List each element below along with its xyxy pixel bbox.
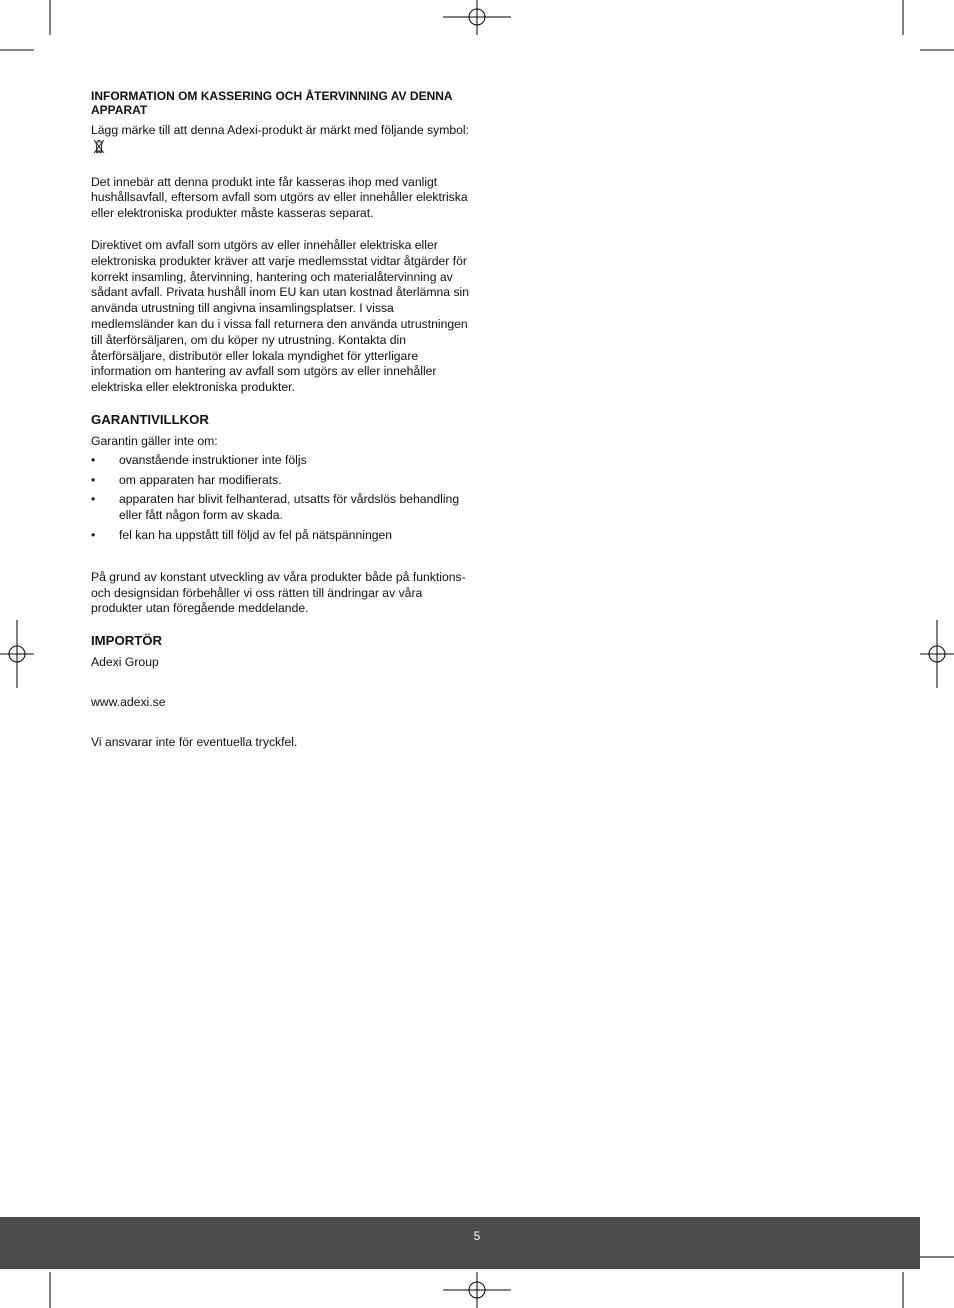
warranty-note: På grund av konstant utveckling av våra produkter både på funktions- och designsidan förbehåller vi oss rätten till ändringar av våra produkter utan föregående meddelande. (91, 569, 466, 616)
list-item (91, 492, 471, 524)
list-item (91, 473, 471, 489)
importer-disclaimer: Vi ansvarar inte för eventuella tryckfel. (91, 734, 298, 749)
disposal-title: INFORMATION OM KASSERING OCH ÅTERVINNING AV DENNA APPARAT (91, 89, 453, 117)
bullet: • (91, 472, 96, 487)
disposal-paragraph-2: Direktivet om avfall som utgörs av eller innehåller elektriska eller elektroniska produkter kräver att varje medlemsstat vidtar åtgärder för korrekt insamling, återvinning, hantering och materialåtervinning av sådant avfall. Privata hushåll inom EU kan utan kostnad återlämna sin använda utrustning till angivna insamlingsplatser. I vissa medlemsländer kan du i vissa fall returnera den använda utrustningen till återförsäljaren, om du köper ny utrustning. Kontakta din återförsäljare, distributör eller lokala myndighet för ytterligare information om hantering av avfall som utgörs av eller innehåller elektriska eller elektroniska produkter. (91, 237, 470, 395)
list-item-text: fel kan ha uppstått till följd av fel på nätspänningen (119, 527, 393, 542)
warranty-intro: Garantin gäller inte om: (91, 433, 218, 448)
registration-mark-right (920, 620, 954, 688)
list-item-text: apparaten har blivit felhanterad, utsatts för vårdslös behandling eller fått någon form av skada. (119, 492, 460, 523)
page-number: 5 (473, 1229, 481, 1243)
list-item (91, 453, 471, 469)
registration-mark-bottom (443, 1272, 511, 1308)
bullet: • (91, 527, 96, 542)
warranty-heading: GARANTIVILLKOR (91, 411, 209, 427)
disposal-intro (91, 123, 471, 159)
footer-bar (0, 1217, 920, 1269)
importer-heading: IMPORTÖR (91, 633, 163, 649)
disposal-intro-text: Lägg märke till att denna Adexi-produkt är märkt med följande symbol: (91, 123, 470, 137)
list-item (91, 528, 471, 544)
importer-company: Adexi Group (91, 655, 159, 670)
crossed-out-wheelie-bin-icon (93, 139, 105, 159)
bullet: • (91, 492, 96, 507)
disposal-paragraph-1: Det innebär att denna produkt inte får kasseras ihop med vanligt hushållsavfall, eftersom avfall som utgörs av eller innehåller elektriska eller elektroniska produkter måste kasseras separat. (91, 174, 468, 221)
list-item-text: ovanstående instruktioner inte följs (119, 452, 307, 467)
list-item-text: om apparaten har modifierats. (119, 472, 282, 487)
registration-mark-left (0, 620, 34, 688)
registration-mark-top (443, 0, 511, 35)
importer-website[interactable]: www.adexi.se (91, 694, 166, 709)
warranty-list (91, 453, 471, 544)
page-content (91, 89, 471, 751)
bullet: • (91, 452, 96, 467)
